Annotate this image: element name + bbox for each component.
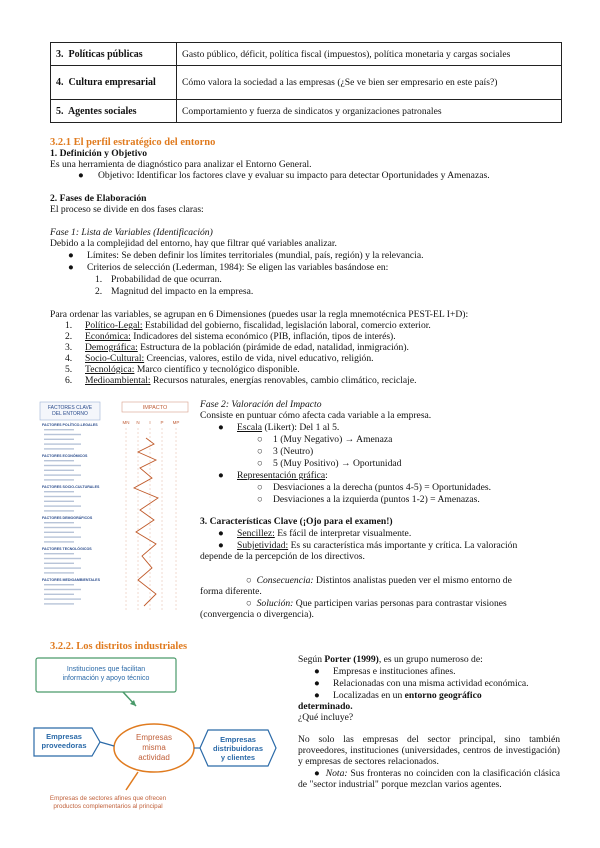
row-desc: Gasto público, déficit, política fiscal (impuestos), política monetaria y cargas sociales (177, 43, 562, 66)
row-desc: Comportamiento y fuerza de sindicatos y organizaciones patronales (177, 100, 562, 123)
subjetividad-text: Es su característica más importante y crítica. La valoración (288, 540, 518, 551)
factor-line (44, 448, 74, 449)
circle-bullet: ○ (257, 458, 263, 469)
scale-label: MP (172, 420, 180, 425)
consecuencia-label: Consecuencia: (256, 575, 314, 586)
bullet-empresas: Empresas e instituciones afines. (333, 666, 456, 677)
factor-line (44, 470, 74, 471)
dim-label: Medioambiental: (85, 375, 151, 386)
loc-a: Localizadas en un (333, 690, 405, 701)
factor-line (44, 603, 74, 604)
solucion-cont: (convergencia o divergencia). (200, 609, 314, 620)
subjetividad-label: Subjetividad: (237, 540, 289, 551)
center-text: Empresas misma actividad (135, 733, 173, 762)
consecuencia-cont: forma diferente. (200, 586, 262, 597)
question: ¿Qué incluye? (298, 712, 354, 723)
list-item (85, 364, 300, 375)
list-number: 4. (65, 353, 73, 364)
factor-line (44, 541, 74, 542)
related-sectors-text: Empresas de sectores afines que ofrecen productos complementarios al principal (49, 795, 167, 810)
bullet-dot: ● (218, 540, 224, 551)
bullet-escala (237, 422, 339, 433)
escala-1: 1 (Muy Negativo) → Amenaza (273, 434, 393, 445)
factor-line (44, 434, 81, 435)
table-row (51, 43, 562, 66)
escala-3: 3 (Neutro) (273, 446, 314, 457)
factor-line (44, 522, 74, 523)
factor-group-title: FACTORES POLÍTICO-LEGALES (42, 423, 98, 427)
list-item (85, 320, 431, 331)
bullet-limites: Límites: Se deben definir los límites territoriales (mundial, país, región) y la relevancia. (87, 250, 424, 261)
row-number: 3. (56, 48, 64, 60)
factor-line (44, 563, 74, 564)
dim-text: Recursos naturales, energías renovables, cambio climático, reciclaje. (150, 375, 417, 386)
list-item (85, 375, 417, 386)
factor-group-title: FACTORES DEMOGRÁFICOS (42, 516, 93, 520)
section-title-321: 3.2.1 El perfil estratégico del entorno (50, 137, 216, 148)
dim-text: Creencias, valores, estilo de vida, nivel educativo, religión. (144, 353, 374, 364)
bullet-consecuencia: ○ Consecuencia: Distintos analistas pueden ver el mismo entorno de (246, 575, 512, 586)
paragraph: Debido a la complejidad del entorno, hay que filtrar qué variables analizar. (50, 238, 337, 249)
scale-label: I (149, 420, 151, 425)
circle-bullet: ○ (257, 446, 263, 457)
nota-label: Nota: (325, 768, 348, 779)
factor-line (44, 553, 74, 554)
heading-definicion: 1. Definición y Objetivo (50, 148, 147, 159)
factor-line (44, 558, 81, 559)
paragraph: El proceso se divide en dos fases claras: (50, 204, 204, 215)
escala-text: (Likert): Del 1 al 5. (262, 422, 340, 433)
bullet-representacion (237, 470, 328, 481)
list-item (85, 353, 374, 364)
political-factors-table (50, 42, 562, 123)
sencillez-text: Es fácil de interpretar visualmente. (274, 528, 412, 539)
factor-line (44, 567, 81, 568)
dim-label: Socio-Cultural: (85, 353, 145, 364)
factor-line (44, 439, 74, 440)
criterio-2: Magnitud del impacto en la empresa. (111, 286, 254, 297)
bullet-objetivo: Objetivo: Identificar los factores clave y evaluar su impacto para detectar Oportunidades y Amenazas. (98, 170, 490, 181)
factor-line (44, 491, 74, 492)
paragraph: Para ordenar las variables, se agrupan en 6 Dimensiones (puedes usar la regla mnemotécnica PEST-EL I+D): (50, 309, 469, 320)
list-number: 6. (65, 375, 73, 386)
bullet-sencillez (237, 528, 411, 539)
industrial-district-figure (28, 654, 288, 824)
fase2-heading: Fase 2: Valoración del Impacto (200, 399, 322, 410)
criterio-1: Probabilidad de que ocurran. (111, 274, 222, 285)
solucion-text: Que participen varias personas para contrastar visiones (293, 598, 507, 609)
loc-b: entorno geográfico (404, 690, 482, 701)
right-header-text: IMPACTO (142, 405, 168, 411)
row-label: Políticas públicas (68, 48, 143, 60)
nota: ● Nota: Sus fronteras no coinciden con la clasificación clásica de "sector industrial" porque mezclan varios agentes. (298, 768, 560, 790)
row-number: 4. (56, 77, 64, 88)
factor-line (44, 479, 74, 480)
left-header-text: FACTORES CLAVE DEL ENTORNO (47, 405, 93, 417)
row-desc: Cómo valora la sociedad a las empresas (¿Se ve bien ser empresario en este país?) (177, 66, 562, 100)
dim-label: Económica: (85, 331, 131, 342)
factor-line (44, 536, 81, 537)
factor-line (44, 598, 81, 599)
factor-line (44, 429, 74, 430)
rep-izquierda: Desviaciones a la izquierda (puntos 1-2) = Amenazas. (273, 494, 480, 505)
porter-intro (298, 654, 483, 665)
factor-line (44, 474, 81, 475)
list-number: 1. (95, 274, 103, 285)
bullet-dot: ● (314, 690, 320, 701)
factor-line (44, 465, 81, 466)
bullet-dot: ● (218, 470, 224, 481)
factor-group-title: FACTORES TECNOLÓGICOS (42, 547, 92, 551)
escala-label: Escala (237, 422, 263, 433)
section-title-322: 3.2.2. Los distritos industriales (50, 641, 188, 652)
dim-text: Estructura de la población (pirámide de edad, natalidad, inmigración). (137, 342, 409, 353)
dim-label: Político-Legal: (85, 320, 143, 331)
factor-line (44, 501, 74, 502)
bullet-subjetividad (237, 540, 517, 551)
porter-c: , es un grupo numeroso de: (378, 654, 483, 665)
bullet-criterios: Criterios de selección (Lederman, 1984): Se eligen las variables basándose en: (87, 262, 389, 273)
factor-line (44, 594, 74, 595)
factor-line (44, 589, 81, 590)
row-number: 5. (56, 105, 64, 117)
bullet-dot: ● (218, 528, 224, 539)
consecuencia-text: Distintos analistas pueden ver el mismo entorno de (313, 575, 512, 586)
paragraph-incluye: No solo las empresas del sector principal, sino también proveedores, instituciones (universidades, centros de investigación) y empresas de sectores relacionados. (298, 734, 560, 767)
factor-line (44, 527, 81, 528)
list-item (85, 331, 396, 342)
dim-label: Tecnológica: (85, 364, 135, 375)
loc-cont: determinado. (298, 701, 353, 712)
porter-a: Según (298, 654, 325, 665)
table-row (51, 66, 562, 100)
factor-line (44, 460, 74, 461)
row-label: Cultura empresarial (68, 77, 156, 88)
bullet-dot: ● (78, 170, 84, 181)
paragraph: Consiste en puntuar cómo afecta cada variable a la empresa. (200, 410, 432, 421)
dim-text: Estabilidad del gobierno, fiscalidad, legislación laboral, comercio exterior. (142, 320, 431, 331)
factor-group-title: FACTORES SOCIO-CULTURALES (42, 485, 100, 489)
providers-text: Empresas proveedoras (41, 732, 87, 750)
list-number: 2. (65, 331, 73, 342)
bullet-dot: ● (314, 666, 320, 677)
rep-derecha: Desviaciones a la derecha (puntos 4-5) = Oportunidades. (273, 482, 492, 493)
bullet-solucion: ○ Solución: Que participen varias personas para contrastar visiones (246, 598, 507, 609)
factor-line (44, 532, 74, 533)
nota-text: Sus fronteras no coinciden con la clasificación clásica de "sector industrial" porque mezclan varios agentes. (298, 768, 560, 790)
rep-label: Representación gráfica (237, 470, 326, 481)
list-number: 2. (95, 286, 103, 297)
list-number: 5. (65, 364, 73, 375)
dim-text: Indicadores del sistema económico (PIB, inflación, tipos de interés). (130, 331, 396, 342)
subjetividad-cont: depende de la percepción de los directivos. (200, 551, 365, 562)
bullet-dot: ● (68, 262, 74, 273)
factor-line (44, 505, 81, 506)
scale-label: N (136, 420, 140, 425)
institutions-text: Instituciones que facilitan información y apoyo técnico (62, 666, 150, 682)
list-item (85, 342, 409, 353)
factor-line (44, 584, 74, 585)
bullet-dot: ● (314, 678, 320, 689)
circle-bullet: ○ (257, 434, 263, 445)
bullet-relacionadas: Relacionadas con una misma actividad económica. (333, 678, 529, 689)
scale-label: P (160, 420, 164, 425)
bullet-dot: ● (68, 250, 74, 261)
factor-line (44, 572, 74, 573)
table-row (51, 100, 562, 123)
porter-b: Porter (1999) (324, 654, 379, 665)
distributors-text: Empresas distribuidoras y clientes (212, 735, 264, 762)
dim-label: Demográfica: (85, 342, 138, 353)
bullet-localizadas (333, 690, 482, 701)
heading-caracteristicas: 3. Características Clave (¡Ojo para el examen!) (200, 516, 393, 527)
dim-text: Marco científico y tecnológico disponible. (134, 364, 300, 375)
circle-bullet: ○ (257, 494, 263, 505)
rep-text: : (325, 470, 328, 481)
circle-bullet: ○ (257, 482, 263, 493)
sencillez-label: Sencillez: (237, 528, 275, 539)
heading-fases: 2. Fases de Elaboración (50, 193, 147, 204)
factor-line (44, 443, 81, 444)
scale-label: MN (122, 420, 130, 425)
paragraph: Es una herramienta de diagnóstico para analizar el Entorno General. (50, 159, 312, 170)
factor-group-title: FACTORES MEDIOAMBIENTALES (42, 578, 100, 582)
list-number: 3. (65, 342, 73, 353)
factor-line (44, 496, 81, 497)
strategic-profile-figure (36, 398, 194, 620)
solucion-label: Solución: (256, 598, 294, 609)
factor-group-title: FACTORES ECONÓMICOS (42, 454, 88, 458)
escala-5: 5 (Muy Positivo) → Oportunidad (273, 458, 402, 469)
row-label: Agentes sociales (67, 105, 137, 117)
list-number: 1. (65, 320, 73, 331)
bullet-dot: ● (218, 422, 224, 433)
fase1-heading: Fase 1: Lista de Variables (Identificación) (50, 227, 213, 238)
factor-line (44, 510, 74, 511)
